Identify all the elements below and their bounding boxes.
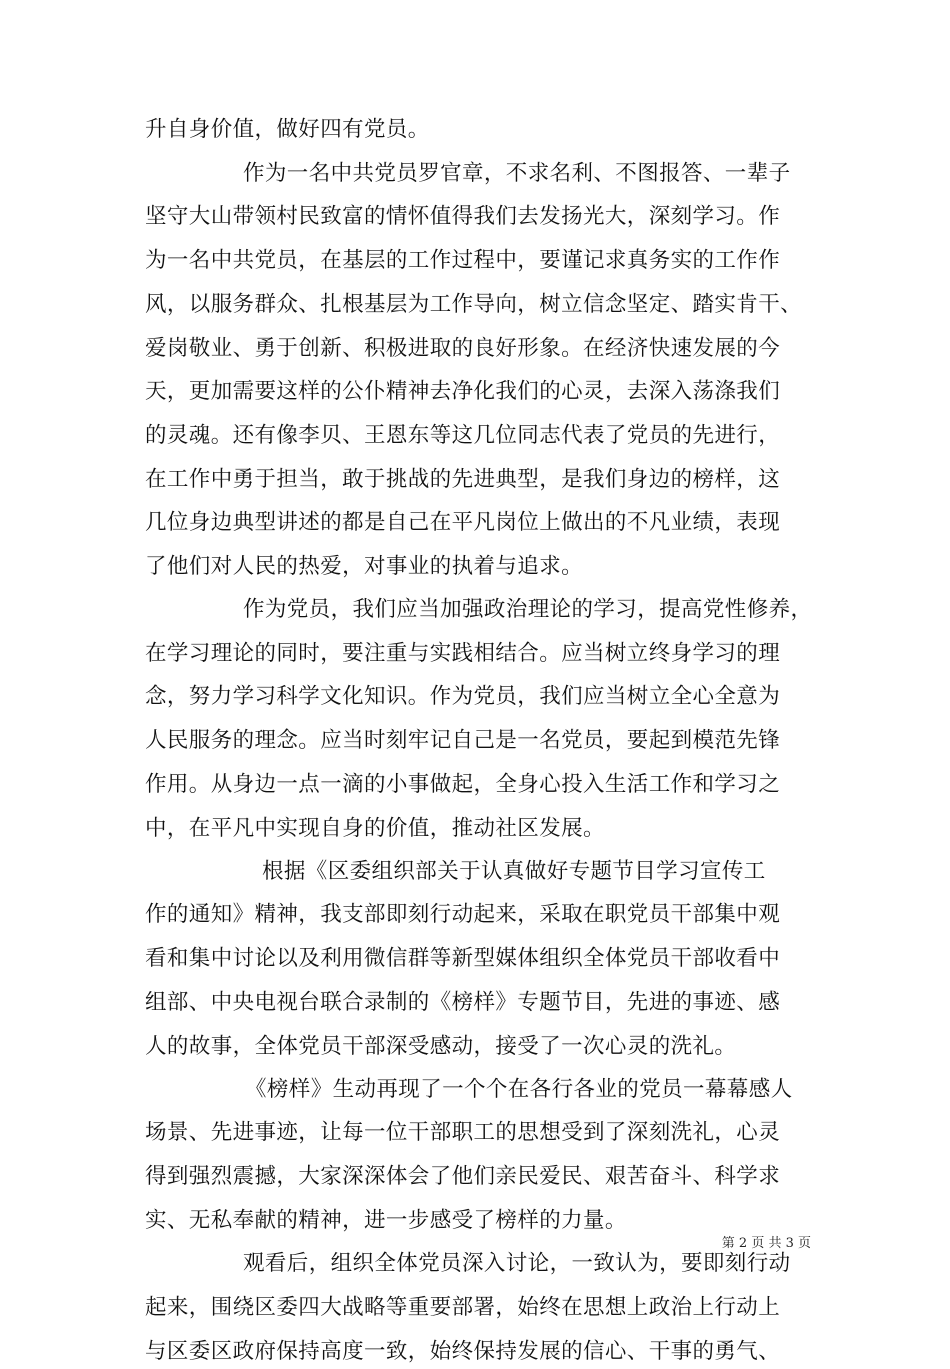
text-line: 坚守大山带领村民致富的情怀值得我们去发扬光大，深刻学习。作 <box>145 204 781 229</box>
text-line: 的灵魂。还有像李贝、王恩东等这几位同志代表了党员的先进行， <box>145 423 781 448</box>
text-line: 了他们对人民的热爱，对事业的执着与追求。 <box>145 554 584 579</box>
text-line: 起来，围绕区委四大战略等重要部署，始终在思想上政治上行动上 <box>145 1295 781 1320</box>
text-line: 几位身边典型讲述的都是自己在平凡岗位上做出的不凡业绩，表现 <box>145 510 781 535</box>
text-line: 看和集中讨论以及利用微信群等新型媒体组织全体党员干部收看中 <box>145 946 781 971</box>
page-number: 第 2 页 共 3 页 <box>721 1236 811 1251</box>
text-line: 风，以服务群众、扎根基层为工作导向，树立信念坚定、踏实肯干、 <box>145 292 803 317</box>
text-line: 场景、先进事迹，让每一位干部职工的思想受到了深刻洗礼，心灵 <box>145 1120 781 1145</box>
text-line: 《榜样》生动再现了一个个在各行各业的党员一幕幕感人 <box>245 1077 793 1102</box>
text-line: 作的通知》精神，我支部即刻行动起来，采取在职党员干部集中观 <box>145 902 781 927</box>
text-line: 在工作中勇于担当，敢于挑战的先进典型，是我们身边的榜样，这 <box>145 467 781 492</box>
text-line: 念，努力学习科学文化知识。作为党员，我们应当树立全心全意为 <box>145 684 781 709</box>
text-line: 升自身价值，做好四有党员。 <box>145 117 430 142</box>
text-line: 实、无私奉献的精神，进一步感受了榜样的力量。 <box>145 1208 627 1233</box>
text-line: 人民服务的理念。应当时刻牢记自己是一名党员，要起到模范先锋 <box>145 728 781 753</box>
text-line: 根据《区委组织部关于认真做好专题节目学习宣传工 <box>262 859 766 884</box>
text-line: 在学习理论的同时，要注重与实践相结合。应当树立终身学习的理 <box>145 641 781 666</box>
text-line: 得到强烈震撼，大家深深体会了他们亲民爱民、艰苦奋斗、科学求 <box>145 1164 781 1189</box>
text-line: 为一名中共党员，在基层的工作过程中，要谨记求真务实的工作作 <box>145 248 781 273</box>
text-line: 组部、中央电视台联合录制的《榜样》专题节目，先进的事迹、感 <box>145 990 781 1015</box>
text-line: 中，在平凡中实现自身的价值，推动社区发展。 <box>145 816 605 841</box>
text-line: 作为一名中共党员罗官章，不求名利、不图报答、一辈子 <box>243 161 791 186</box>
text-line: 观看后，组织全体党员深入讨论，一致认为，要即刻行动 <box>243 1251 791 1276</box>
text-line: 与区委区政府保持高度一致，始终保持发展的信心、干事的勇气、 <box>145 1339 781 1364</box>
text-line: 作为党员，我们应当加强政治理论的学习，提高党性修养， <box>243 597 813 622</box>
text-line: 作用。从身边一点一滴的小事做起，全身心投入生活工作和学习之 <box>145 772 781 797</box>
text-line: 人的故事，全体党员干部深受感动，接受了一次心灵的洗礼。 <box>145 1034 737 1059</box>
text-line: 天，更加需要这样的公仆精神去净化我们的心灵，去深入荡涤我们 <box>145 379 781 404</box>
text-line: 爱岗敬业、勇于创新、积极进取的良好形象。在经济快速发展的今 <box>145 336 781 361</box>
